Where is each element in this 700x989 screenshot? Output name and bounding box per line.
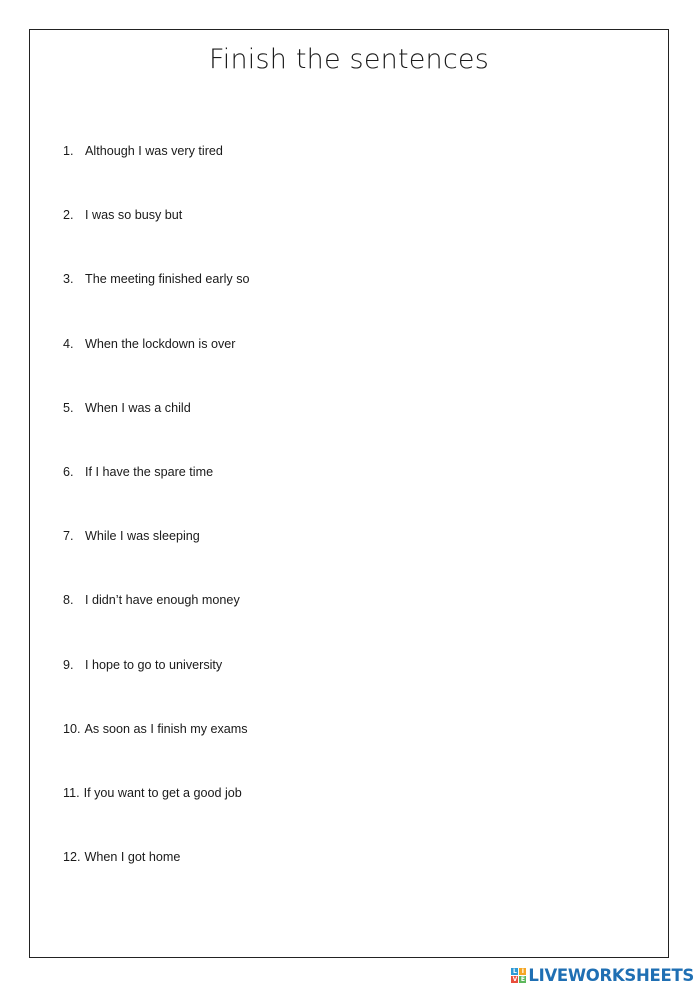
item-text: The meeting finished early so	[85, 272, 250, 287]
list-item	[63, 464, 250, 528]
list-item	[63, 400, 250, 464]
list-item	[63, 528, 250, 592]
item-number: 9.	[63, 657, 74, 672]
item-number: 3.	[63, 272, 74, 287]
list-item	[63, 336, 250, 400]
logo-letter: V	[512, 975, 518, 983]
item-number: 4.	[63, 336, 74, 351]
item-text: I didn’t have enough money	[85, 593, 240, 608]
item-number: 7.	[63, 529, 74, 544]
list-item	[63, 721, 250, 785]
item-text: While I was sleeping	[85, 529, 200, 544]
item-text: When the lockdown is over	[85, 336, 236, 351]
item-number: 11.	[63, 785, 80, 800]
item-number: 12.	[63, 850, 81, 865]
liveworksheets-logo	[511, 964, 694, 986]
item-text: When I was a child	[85, 400, 191, 415]
list-item	[63, 143, 250, 207]
logo-letter: L	[512, 967, 517, 975]
item-number: 6.	[63, 464, 74, 479]
sentence-list	[63, 143, 250, 913]
list-item	[63, 849, 250, 913]
list-item	[63, 785, 250, 849]
item-number: 2.	[63, 208, 74, 223]
liveworksheets-logo-icon	[511, 968, 526, 983]
logo-letter: I	[519, 968, 526, 975]
list-item	[63, 207, 250, 271]
item-text: I hope to go to university	[85, 657, 223, 672]
item-text: As soon as I finish my exams	[84, 721, 248, 736]
worksheet-title: Finish the sentences	[209, 44, 489, 75]
item-number: 8.	[63, 593, 74, 608]
item-text: If you want to get a good job	[83, 785, 242, 800]
item-number: 5.	[63, 400, 74, 415]
item-text: Although I was very tired	[85, 144, 223, 158]
worksheet-page	[29, 29, 669, 958]
item-number: 1.	[63, 144, 74, 158]
logo-text: LIVEWORKSHEETS	[528, 965, 694, 985]
list-item	[63, 592, 250, 656]
list-item	[63, 271, 250, 335]
logo-letter: E	[520, 975, 525, 983]
item-text: I was so busy but	[85, 208, 183, 223]
item-text: When I got home	[84, 850, 181, 865]
item-text: If I have the spare time	[85, 464, 214, 479]
list-item	[63, 657, 250, 721]
item-number: 10.	[63, 721, 81, 736]
